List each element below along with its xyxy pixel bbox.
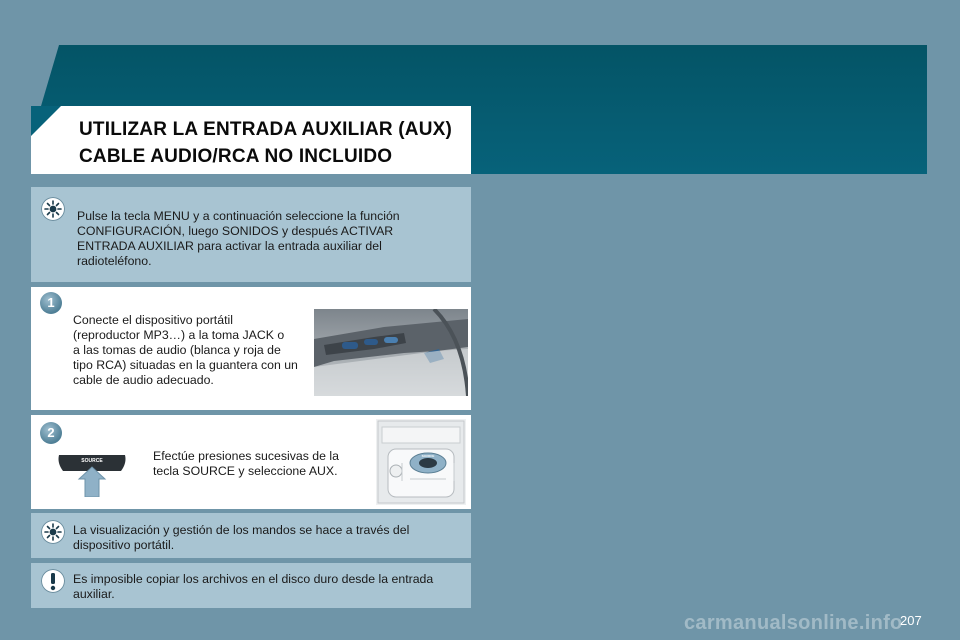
step-2-text: Efectúe presiones sucesivas de la tecla SOURCE y seleccione AUX. — [153, 449, 339, 478]
warning-text: Es imposible copiar los archivos en el disco duro desde la entrada auxiliar. — [73, 572, 434, 601]
step-1-badge: 1 — [40, 292, 62, 314]
lightbulb-icon — [41, 520, 65, 544]
radio-panel-illustration — [376, 419, 466, 505]
source-button-illustration — [55, 453, 129, 497]
title-line-1: UTILIZAR LA ENTRADA AUXILIAR (AUX) — [79, 119, 453, 140]
tip-menu-text: Pulse la tecla MENU y a continuación seleccione la función CONFIGURACIÓN, luego SONIDOS y después ACTIVAR ENTRADA AUXILIAR para activar la entrada auxiliar del radioteléfono. — [77, 209, 400, 268]
step-1-panel — [31, 287, 471, 410]
warning-panel — [31, 563, 471, 608]
exclamation-icon — [41, 569, 65, 593]
watermark: carmanualsonline.info — [684, 612, 903, 634]
title-line-2: CABLE AUDIO/RCA NO INCLUIDO — [79, 146, 393, 167]
radio-source-label: SOURCE — [421, 454, 435, 458]
step-2-panel — [31, 415, 471, 509]
tip-display-text: La visualización y gestión de los mandos se hace a través del dispositivo portátil. — [73, 523, 410, 552]
step-1-text: Conecte el dispositivo portátil (reproductor MP3…) a la toma JACK o a las tomas de audio (blanca y roja de tipo RCA) situadas en la guantera con un cable de audio adecuado. — [73, 313, 298, 387]
page-number: 207 — [900, 613, 922, 628]
tip-panel-menu — [31, 187, 471, 282]
lightbulb-icon — [41, 197, 65, 221]
step-2-badge: 2 — [40, 422, 62, 444]
source-button-label: SOURCE — [81, 458, 103, 464]
tip-panel-display — [31, 513, 471, 558]
title-box — [31, 106, 471, 174]
glovebox-photo — [314, 309, 468, 396]
